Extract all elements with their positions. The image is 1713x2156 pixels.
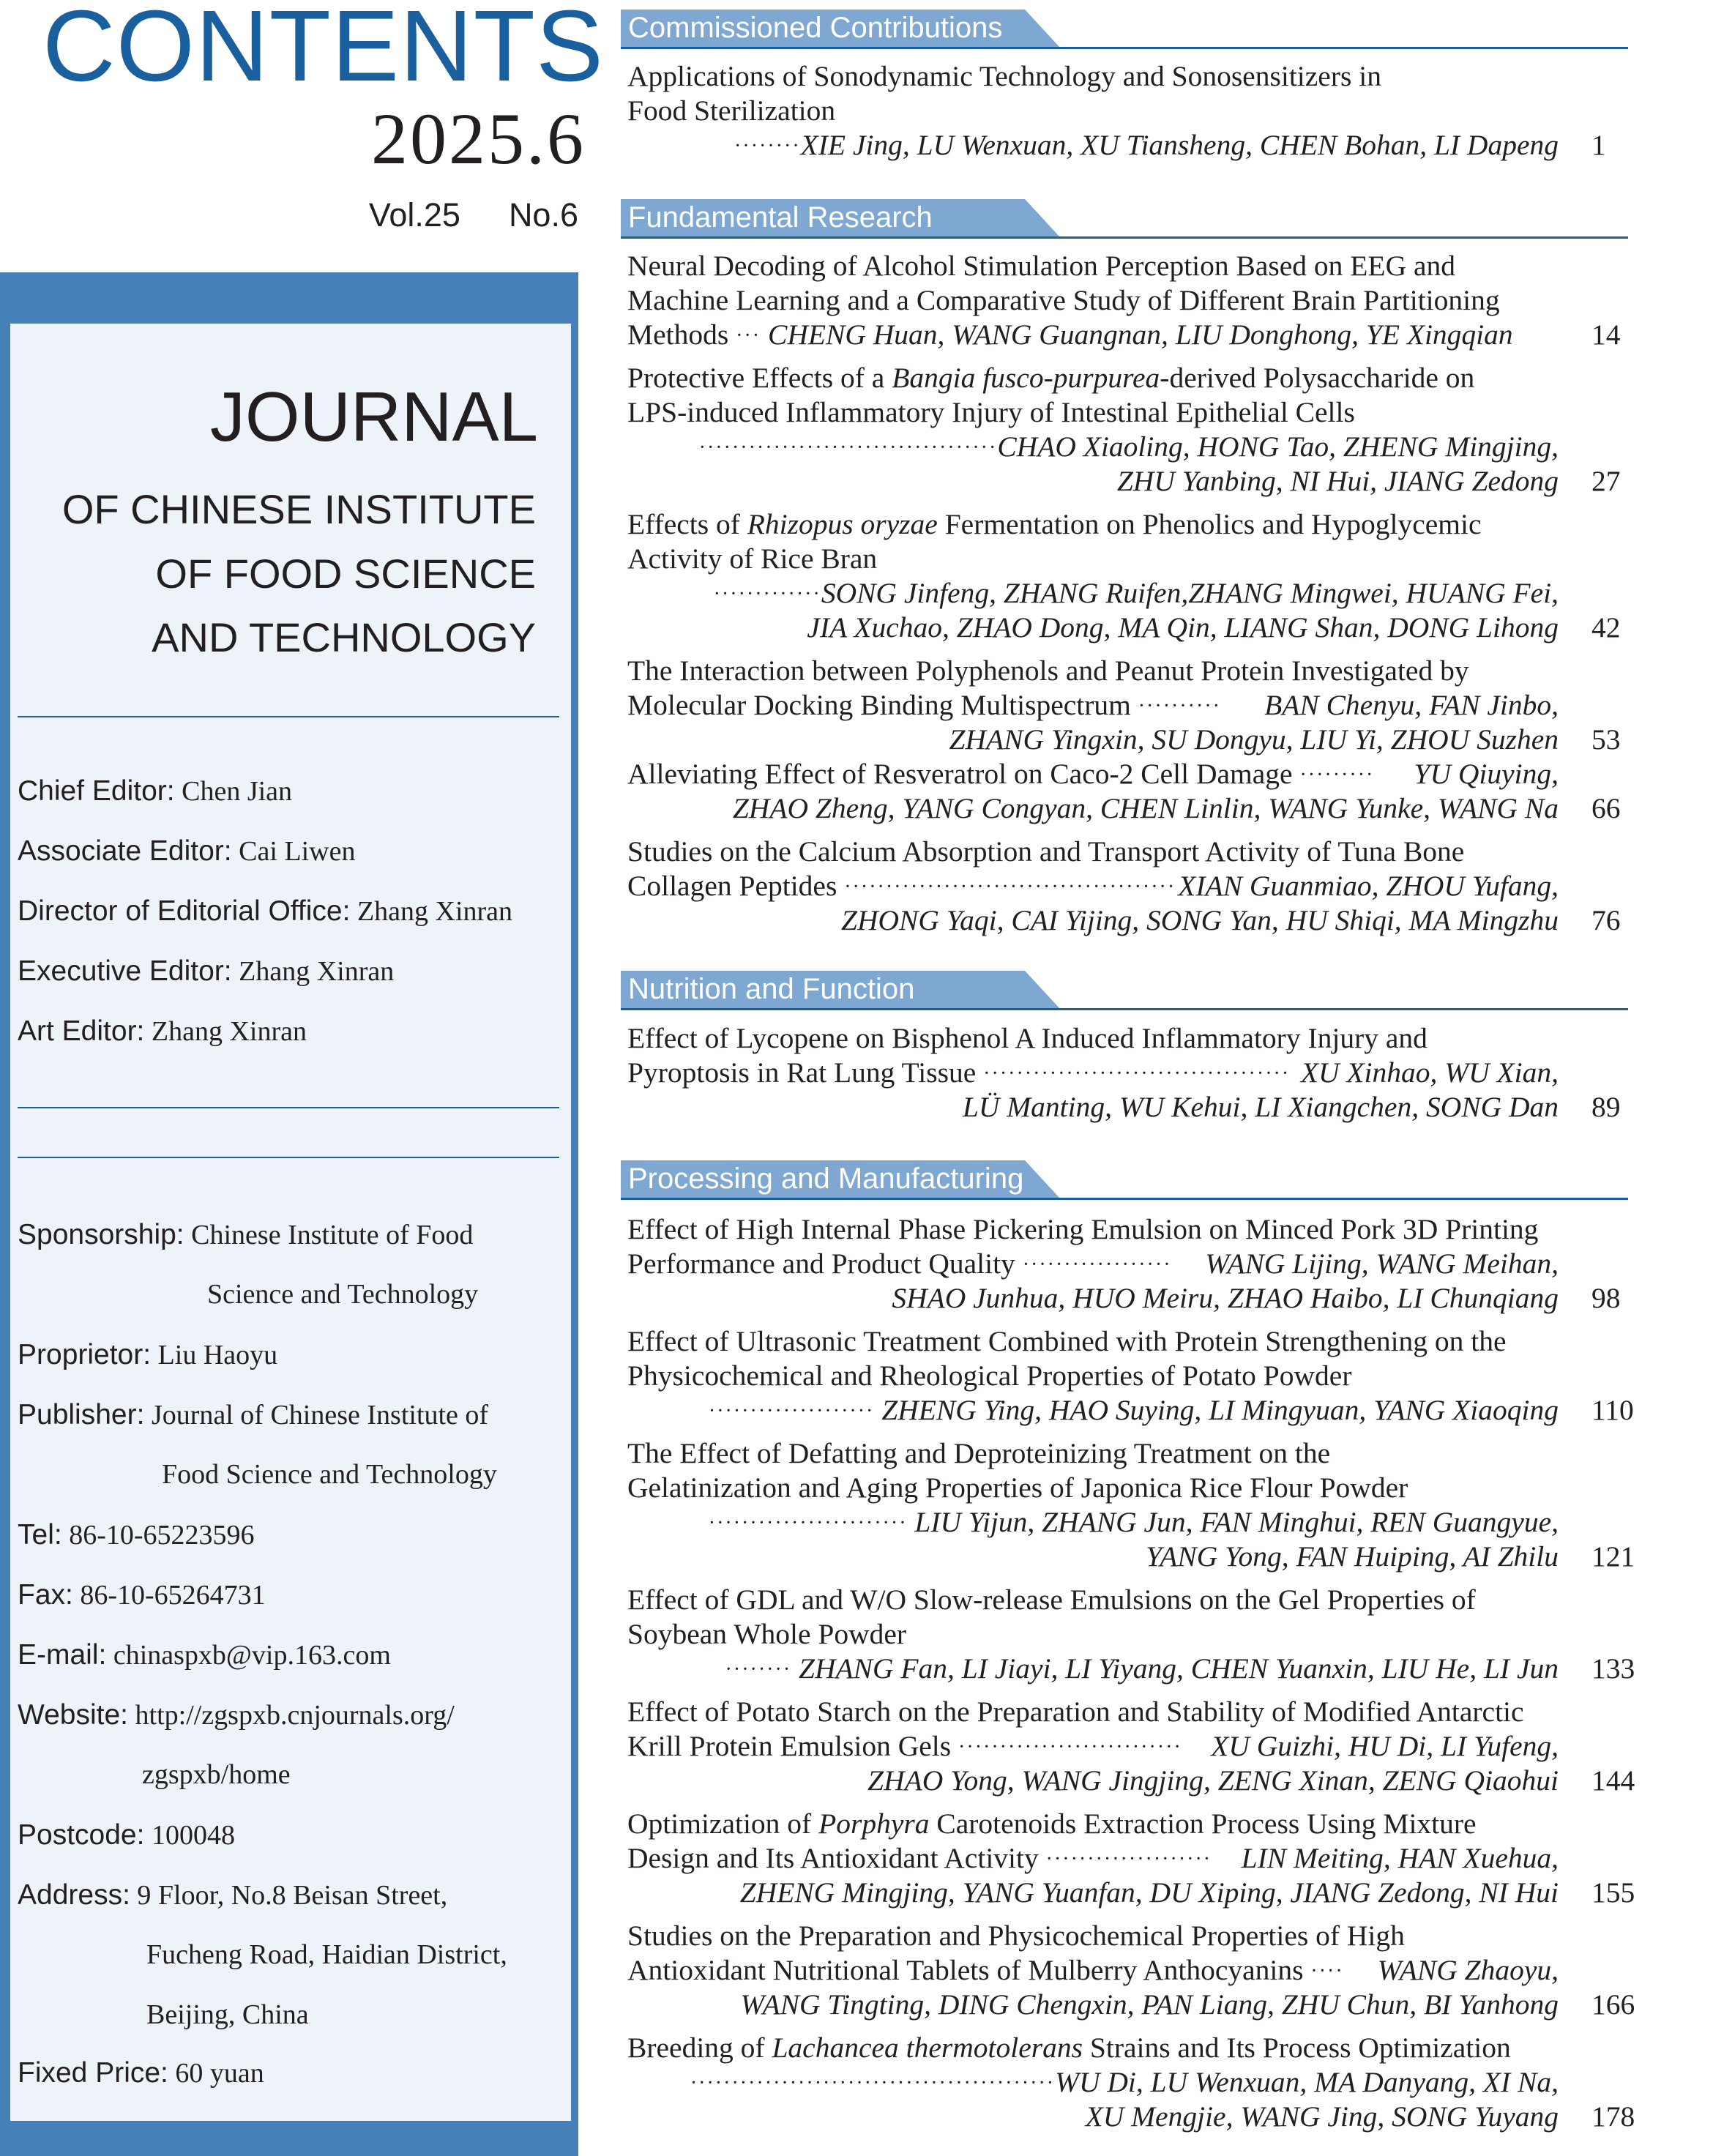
authors: LIN Meiting, HAN Xuehua, [1241,1842,1559,1874]
article-title-line: Studies on the Preparation and Physicochemical Properties of High [627,1920,1405,1952]
website [18,1701,455,1729]
authors: XU Mengjie, WANG Jing, SONG Yuyang [1085,2100,1559,2133]
journal-subtitle-1: OF CHINESE INSTITUTE [61,486,536,532]
info-value: Chinese Institute of Food [191,1220,474,1250]
volume-number-line [369,196,578,234]
authors: WANG Zhaoyu, [1377,1954,1559,1986]
info-label: Publisher: [18,1399,145,1431]
issue-year: 2025.6 [371,98,586,179]
title-text: Optimization of [627,1808,819,1840]
article-title-line: LPS-induced Inflammatory Injury of Intestinal Epithelial Cells [627,396,1355,428]
article-title-line: Effect of GDL and W/O Slow-release Emulsions on the Gel Properties of [627,1584,1476,1616]
page-number: 76 [1591,904,1621,936]
postcode [18,1821,235,1849]
page-number: 1 [1591,129,1606,161]
address-cont-2 [146,2001,309,2029]
page-number: 27 [1591,465,1621,497]
info-value: Liu Haoyu [157,1340,278,1370]
article-title-line [627,691,1559,720]
article-authors [627,1508,1559,1537]
article-authors [627,1093,1559,1122]
associate-editor [18,837,356,865]
title-text: Collagen Peptides [627,870,837,902]
article-title-line [627,1844,1559,1873]
article-title-line: Effect of High Internal Phase Pickering Emulsion on Minced Pork 3D Printing [627,1213,1539,1245]
authors: YANG Yong, FAN Huiping, AI Zhilu [1146,1540,1559,1573]
fax [18,1581,266,1609]
section-title: Fundamental Research [628,201,933,234]
title-text: Molecular Docking Binding Multispectrum [627,689,1131,721]
section-title: Nutrition and Function [628,973,915,1005]
authors: ZHU Yanbing, NI Hui, JIANG Zedong [1116,465,1559,497]
page-number: 121 [1591,1540,1635,1573]
info-value: 100048 [151,1820,235,1851]
journal-subtitle-3: AND TECHNOLOGY [152,614,536,660]
info-value: 9 Floor, No.8 Beisan Street, [137,1880,448,1911]
authors: ZHANG Fan, LI Jiayi, LI Yiyang, CHEN Yuanxin, LIU He, LI Jun [799,1652,1559,1685]
article-authors [627,906,1559,936]
authors: WU Di, LU Wenxuan, MA Danyang, XI Na, [1055,2066,1559,2098]
leader-dots: ····································· [983,1062,1291,1085]
authors: XU Xinhao, WU Xian, [1300,1056,1559,1089]
article-title-line [627,1956,1559,1985]
journal-title: JOURNAL [209,378,538,456]
title-text: Effects of [627,508,747,540]
article-authors [627,613,1559,643]
article-title-line: Food Sterilization [627,94,836,127]
leader-dots: ········ [734,135,801,157]
article-authors [627,1876,1559,1909]
article-authors [627,430,1559,463]
article-title-line [627,318,1559,351]
article-authors [627,467,1559,496]
info-value: 86-10-65264731 [80,1580,266,1611]
leader-dots: ············· [713,583,821,605]
article-title-line: Physicochemical and Rheological Properties of Potato Powder [627,1359,1352,1392]
page-number: 14 [1591,318,1621,351]
info-value: Beijing, China [146,1999,309,2030]
email [18,1641,391,1669]
editor-label: Director of Editorial Office: [18,895,351,927]
info-label: Tel: [18,1519,62,1551]
article-title-line [627,1247,1559,1280]
leader-dots: ···················· [708,1400,875,1422]
leader-dots: ·········· [1138,695,1221,717]
page-number: 110 [1591,1394,1634,1426]
title-italic: Rhizopus oryzae [747,508,938,540]
info-value: zgspxb/home [142,1759,291,1790]
editor-value: Zhang Xinran [239,956,395,987]
article-authors [627,131,1559,160]
authors: WANG Tingting, DING Chengxin, PAN Liang, ZHU Chun, BI Yanhong [740,1988,1559,2021]
article-title-line [627,2034,1559,2063]
authors: BAN Chenyu, FAN Jinbo, [1264,689,1559,721]
page-number: 178 [1591,2100,1635,2133]
sponsorship [18,1220,473,1249]
publisher-cont [162,1461,497,1488]
title-italic: Lachancea thermotolerans [772,2032,1083,2064]
authors: XU Guizhi, HU Di, LI Yufeng, [1211,1730,1559,1762]
leader-dots: ···················· [1045,1848,1212,1870]
info-label: Proprietor: [18,1339,152,1370]
article-title-line: Soybean Whole Powder [627,1618,907,1650]
title-text: Breeding of [627,2032,772,2064]
article-title-line: Applications of Sonodynamic Technology and Sonosensitizers in [627,60,1381,92]
page-number: 133 [1591,1652,1635,1685]
page-number: 42 [1591,611,1621,644]
editor-value: Zhang Xinran [151,1016,307,1047]
article-authors [627,579,1559,608]
authors: LÜ Manting, WU Kehui, LI Xiangchen, SONG Dan [962,1091,1559,1123]
article-title-line [627,1732,1559,1761]
volume: Vol.25 [368,196,460,234]
director-editorial-office [18,897,512,925]
info-value: Science and Technology [207,1279,479,1310]
article-authors [627,2068,1559,2097]
publisher [18,1400,488,1429]
article-title-line: Gelatinization and Aging Properties of Japonica Rice Flour Powder [627,1471,1408,1504]
side-divider [18,1107,559,1108]
title-text: Methods [627,318,729,351]
article-title-line: Effect of Lycopene on Bisphenol A Induced Inflammatory Injury and [627,1022,1428,1054]
editor-label: Art Editor: [18,1015,145,1047]
article-title-line: Effect of Ultrasonic Treatment Combined with Protein Strengthening on the [627,1325,1507,1357]
section-title: Processing and Manufacturing [628,1163,1024,1195]
authors: CHENG Huan, WANG Guangnan, LIU Donghong, YE Xingqian [767,318,1513,351]
title-text: Alleviating Effect of Resveratrol on Caco-2 Cell Damage [627,758,1293,790]
authors: ZHENG Mingjing, YANG Yuanfan, DU Xiping, JIANG Zedong, NI Hui [739,1876,1559,1909]
editor-label: Chief Editor: [18,775,175,807]
title-text: Design and Its Antioxidant Activity [627,1842,1039,1874]
proprietor [18,1340,277,1369]
title-text: Performance and Product Quality [627,1247,1015,1280]
info-value: chinaspxb@vip.163.com [113,1640,391,1671]
article-title-line [627,760,1559,789]
article-authors [627,2100,1559,2133]
authors: SHAO Junhua, HUO Meiru, ZHAO Haibo, LI Chunqiang [892,1282,1559,1314]
title-italic: Porphyra [818,1808,930,1840]
authors: ZHAO Yong, WANG Jingjing, ZENG Xinan, ZENG Qiaohui [867,1764,1559,1797]
address [18,1881,447,1909]
sponsorship-cont [207,1280,478,1308]
executive-editor [18,957,394,985]
article-title-line: The Interaction between Polyphenols and Peanut Protein Investigated by [627,654,1469,687]
authors: CHAO Xiaoling, HONG Tao, ZHENG Mingjing, [997,430,1559,463]
editor-value: Chen Jian [182,776,293,807]
editor-value: Cai Liwen [239,836,356,867]
title-text: Carotenoids Extraction Process Using Mixture [929,1808,1477,1840]
side-divider [18,716,559,717]
leader-dots: ························ [708,1512,908,1534]
article-title-line: Effect of Potato Starch on the Preparation and Stability of Modified Antarctic [627,1696,1524,1728]
section-rule [621,1198,1628,1200]
article-authors [627,1284,1559,1313]
page-number: 53 [1591,723,1621,756]
info-label: Address: [18,1879,130,1911]
page-number: 166 [1591,1988,1635,2021]
page-number: 155 [1591,1876,1635,1909]
chief-editor [18,777,292,805]
journal-subtitle-2: OF FOOD SCIENCE [155,551,536,597]
info-value: Journal of Chinese Institute of [151,1400,489,1431]
title-text: -derived Polysaccharide on [1160,362,1475,394]
section-rule [621,1008,1628,1010]
article-authors [627,1396,1559,1425]
authors: XIAN Guanmiao, ZHOU Yufang, [1178,870,1559,902]
leader-dots: ········· [1299,764,1375,786]
article-title-line: Machine Learning and a Comparative Study of Different Brain Partitioning [627,284,1500,316]
page-number: 66 [1591,792,1621,824]
editor-value: Zhang Xinran [357,896,513,927]
authors: WANG Lijing, WANG Meihan, [1205,1247,1559,1280]
article-title-line: Neural Decoding of Alcohol Stimulation Perception Based on EEG and [627,250,1455,282]
authors: YU Qiuying, [1414,758,1559,790]
authors: LIU Yijun, ZHANG Jun, FAN Minghui, REN Guangyue, [914,1506,1559,1538]
leader-dots: ··· [736,324,761,347]
leader-dots: ········ [725,1658,792,1681]
title-text: Protective Effects of a [627,362,892,394]
article-authors [627,1540,1559,1573]
authors: ZHENG Ying, HAO Suying, LI Mingyuan, YANG Xiaoqing [881,1394,1559,1426]
article-authors [627,1652,1559,1685]
art-editor [18,1017,307,1045]
info-label: Fixed Price: [18,2057,168,2089]
info-value: Food Science and Technology [162,1459,497,1490]
contents-title: CONTENTS [42,0,604,102]
article-title-line [627,1810,1559,1839]
info-value: http://zgspxb.cnjournals.org/ [135,1700,455,1731]
website-cont [142,1761,291,1788]
article-authors [627,794,1559,824]
authors: ZHONG Yaqi, CAI Yijing, SONG Yan, HU Shiqi, MA Mingzhu [841,904,1559,936]
editor-label: Executive Editor: [18,955,232,987]
article-title-line: Activity of Rice Bran [627,542,878,575]
page-number: 89 [1591,1091,1621,1123]
info-label: Website: [18,1699,129,1731]
side-divider [18,1157,559,1158]
title-text: Antioxidant Nutritional Tablets of Mulberry Anthocyanins [627,1954,1304,1986]
authors: ZHANG Yingxin, SU Dongyu, LIU Yi, ZHOU Suzhen [949,723,1559,756]
info-value: Fucheng Road, Haidian District, [146,1939,507,1970]
info-label: Postcode: [18,1819,145,1851]
title-italic: Bangia fusco-purpurea [892,362,1160,394]
article-title-line [627,510,1559,540]
page-number: 144 [1591,1764,1635,1797]
authors: JIA Xuchao, ZHAO Dong, MA Qin, LIANG Shan, DONG Lihong [807,611,1559,644]
title-text: Fermentation on Phenolics and Hypoglycemic [937,508,1482,540]
info-label: Fax: [18,1579,73,1611]
authors: XIE Jing, LU Wenxuan, XU Tiansheng, CHEN Bohan, LI Dapeng [800,129,1559,161]
title-text: Krill Protein Emulsion Gels [627,1730,952,1762]
section-rule [621,236,1628,239]
leader-dots: ··························· [958,1736,1182,1758]
authors: SONG Jinfeng, ZHANG Ruifen,ZHANG Mingwei, HUANG Fei, [821,577,1559,609]
page-number: 98 [1591,1282,1621,1314]
article-title-line [627,364,1559,393]
info-label: Sponsorship: [18,1219,184,1250]
info-value: 60 yuan [175,2058,264,2089]
leader-dots: ···· [1310,1960,1344,1982]
leader-dots: ·················· [1022,1253,1172,1276]
article-title-line [627,872,1559,901]
article-title-line: Studies on the Calcium Absorption and Transport Activity of Tuna Bone [627,835,1465,868]
telephone [18,1521,255,1549]
article-authors [627,1988,1559,2021]
article-title-line: The Effect of Defatting and Deproteinizing Treatment on the [627,1437,1331,1469]
leader-dots: ············································ [690,2072,1056,2095]
fixed-price [18,2059,264,2087]
address-cont-1 [146,1941,507,1969]
section-rule [621,47,1628,49]
info-value: 86-10-65223596 [69,1520,255,1551]
leader-dots: ···································· [698,436,998,459]
section-title: Commissioned Contributions [628,12,1003,44]
title-text: Strains and Its Process Optimization [1083,2032,1511,2064]
info-label: E-mail: [18,1639,107,1671]
issue-number: No.6 [508,196,578,234]
leader-dots: ········································ [844,876,1176,898]
article-title-line [627,1056,1559,1089]
editor-label: Associate Editor: [18,835,232,867]
article-authors [627,725,1559,755]
authors: ZHAO Zheng, YANG Congyan, CHEN Linlin, WANG Yunke, WANG Na [732,792,1559,824]
article-authors [627,1764,1559,1797]
title-text: Pyroptosis in Rat Lung Tissue [627,1056,977,1089]
